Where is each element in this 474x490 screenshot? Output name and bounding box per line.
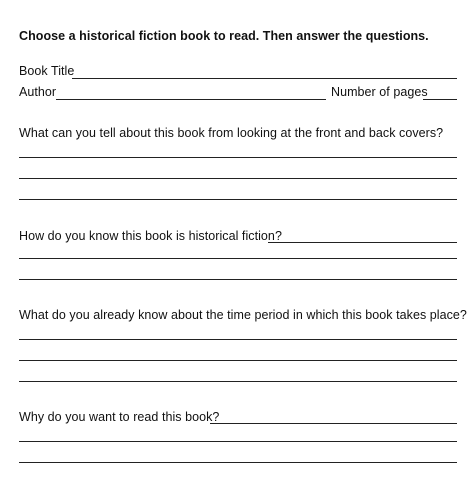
question-1-answer-line[interactable] bbox=[19, 157, 457, 158]
question-3-answer-line[interactable] bbox=[19, 381, 457, 382]
question-1-answer-line[interactable] bbox=[19, 178, 457, 179]
question-3-answer-line[interactable] bbox=[19, 339, 457, 340]
question-2-answer-line[interactable] bbox=[19, 279, 457, 280]
question-2-text: How do you know this book is historical fiction? bbox=[19, 229, 282, 243]
book-title-label: Book Title bbox=[19, 64, 75, 78]
question-4-answer-line[interactable] bbox=[19, 462, 457, 463]
author-label: Author bbox=[19, 85, 57, 99]
question-3-answer-line[interactable] bbox=[19, 360, 457, 361]
question-1-answer-line[interactable] bbox=[19, 199, 457, 200]
question-3-text: What do you already know about the time period in which this book takes place? bbox=[19, 308, 467, 322]
question-4-answer-line[interactable] bbox=[210, 423, 457, 424]
number-of-pages-answer-line[interactable] bbox=[423, 99, 457, 100]
worksheet-instructions: Choose a historical fiction book to read. Then answer the questions. bbox=[19, 29, 429, 43]
question-4-text: Why do you want to read this book? bbox=[19, 410, 220, 424]
question-2-answer-line[interactable] bbox=[19, 258, 457, 259]
question-2-answer-line[interactable] bbox=[268, 242, 457, 243]
author-answer-line[interactable] bbox=[56, 99, 326, 100]
number-of-pages-label: Number of pages bbox=[331, 85, 428, 99]
question-4-answer-line[interactable] bbox=[19, 441, 457, 442]
book-title-answer-line[interactable] bbox=[72, 78, 457, 79]
question-1-text: What can you tell about this book from looking at the front and back covers? bbox=[19, 126, 444, 140]
